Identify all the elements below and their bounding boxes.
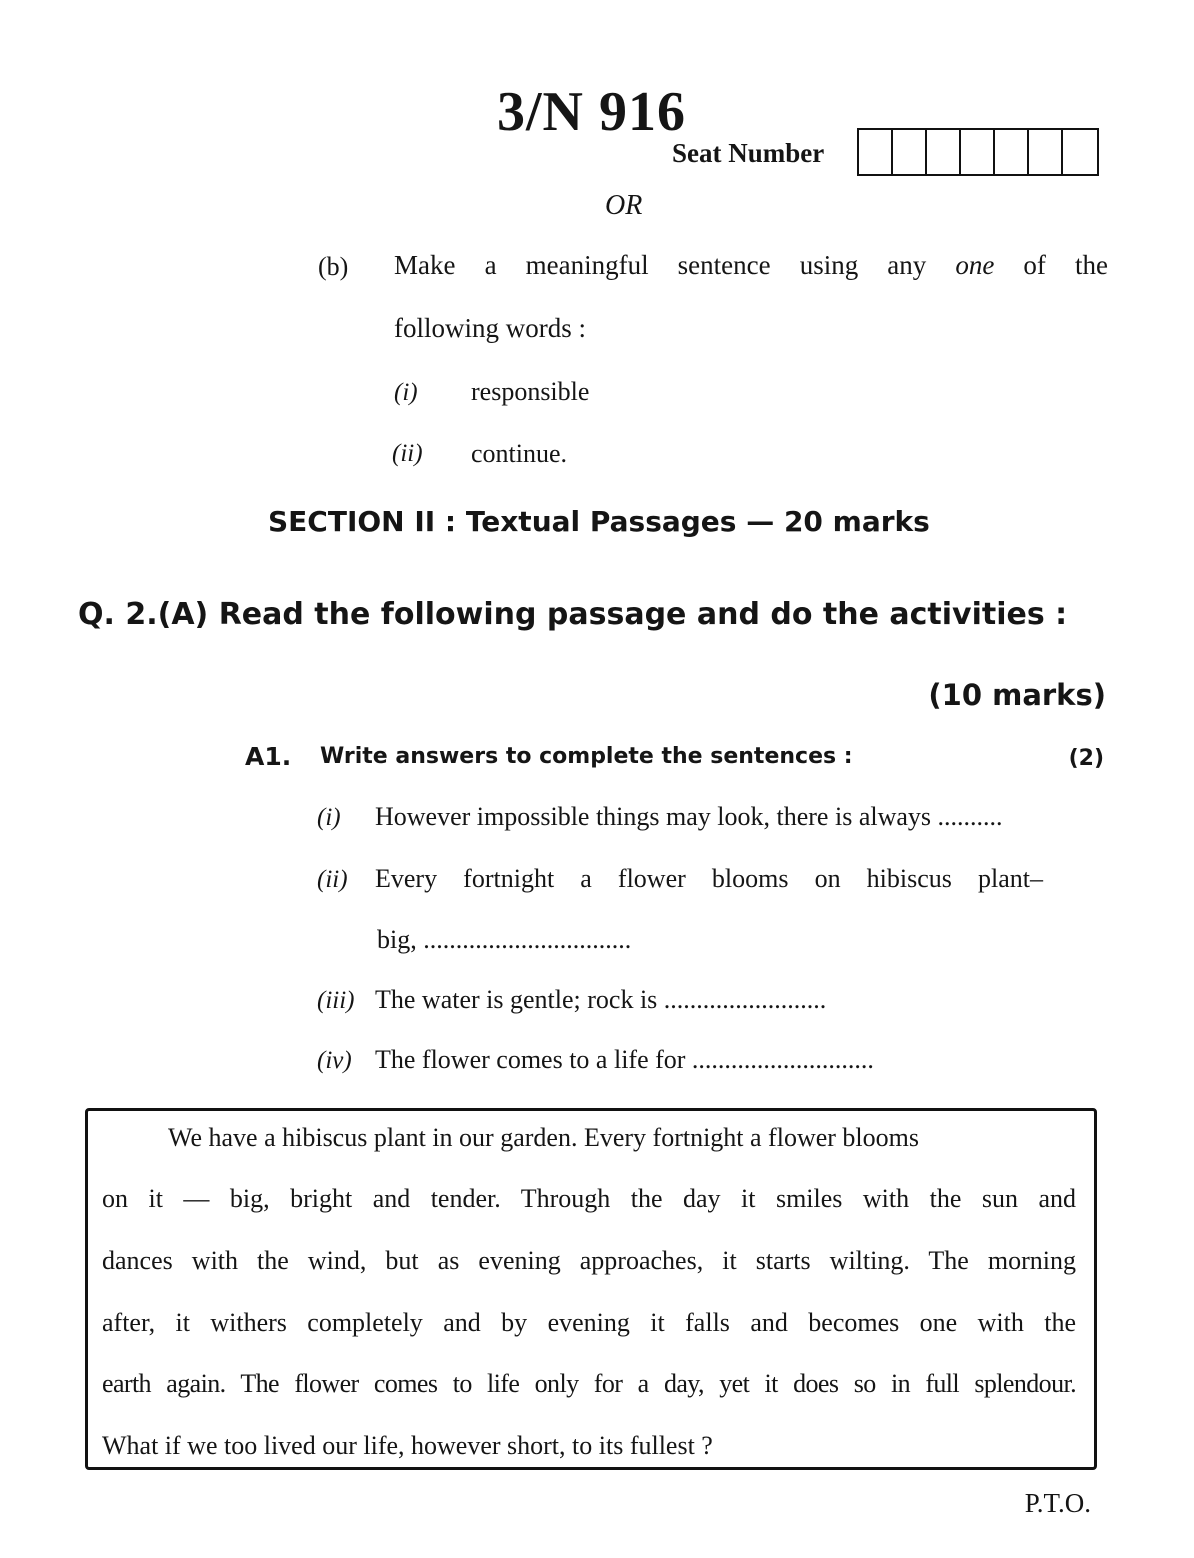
question-2-marks: (10 marks) <box>928 678 1106 712</box>
item-text: Every fortnight a flower blooms on hibiscus plant– <box>375 864 1043 893</box>
item-text: The water is gentle; rock is ......................... <box>375 985 827 1014</box>
seat-number-box[interactable] <box>1063 130 1097 174</box>
item-text: However impossible things may look, there is always .......... <box>375 802 1003 831</box>
section-heading: SECTION II : Textual Passages — 20 marks <box>268 505 930 538</box>
item-text: The flower comes to a life for ............................ <box>375 1045 874 1074</box>
seat-number-box[interactable] <box>927 130 961 174</box>
word: Make <box>394 250 456 280</box>
word: meaningful <box>525 250 649 280</box>
seat-number-box[interactable] <box>859 130 893 174</box>
option-text: continue. <box>471 439 568 468</box>
pto-footer: P.T.O. <box>1024 1488 1091 1518</box>
activity-a1-instruction: Write answers to complete the sentences : <box>320 744 853 769</box>
word: any <box>887 250 927 280</box>
passage-line: dances with the wind, but as evening approaches, it starts wilting. The morning <box>102 1246 1076 1275</box>
question-b-marker: (b) <box>318 252 349 281</box>
question-b-line-1 <box>394 250 1108 281</box>
word: of <box>1023 250 1046 280</box>
passage-line: What if we too lived our life, however short, to its fullest ? <box>102 1431 713 1460</box>
or-separator: OR <box>605 190 643 221</box>
word: using <box>799 250 859 280</box>
seat-number-box[interactable] <box>1029 130 1063 174</box>
item-number: (ii) <box>317 866 348 893</box>
option-number: (i) <box>394 379 418 406</box>
item-text-continued: big, ................................ <box>377 925 632 954</box>
question-2-heading: Q. 2.(A) Read the following passage and do the activities : <box>78 597 1068 632</box>
emphasis-word: one <box>955 250 995 280</box>
item-number: (i) <box>317 804 341 831</box>
question-b-line-2: following words : <box>394 313 586 343</box>
activity-a1-marks: (2) <box>1068 746 1104 771</box>
item-number: (iii) <box>317 987 355 1014</box>
passage-box <box>85 1108 1097 1470</box>
activity-a1-label: A1. <box>245 742 292 771</box>
option-number: (ii) <box>392 440 423 467</box>
item-number: (iv) <box>317 1047 352 1074</box>
passage-line: earth again. The flower comes to life only for a day, yet it does so in full splendour. <box>102 1369 1076 1398</box>
paper-code: 3/N 916 <box>497 81 686 143</box>
option-text: responsible <box>471 377 590 406</box>
passage-line: after, it withers completely and by evening it falls and becomes one with the <box>102 1308 1076 1337</box>
seat-number-box[interactable] <box>995 130 1029 174</box>
word: a <box>484 250 497 280</box>
word: sentence <box>677 250 771 280</box>
seat-number-box[interactable] <box>961 130 995 174</box>
seat-number-boxes <box>857 128 1099 176</box>
passage-line: We have a hibiscus plant in our garden. Every fortnight a flower blooms <box>168 1123 919 1152</box>
passage-line: on it — big, bright and tender. Through the day it smiles with the sun and <box>102 1184 1076 1213</box>
seat-number-label: Seat Number <box>672 138 825 168</box>
seat-number-box[interactable] <box>893 130 927 174</box>
word: the <box>1075 250 1108 280</box>
